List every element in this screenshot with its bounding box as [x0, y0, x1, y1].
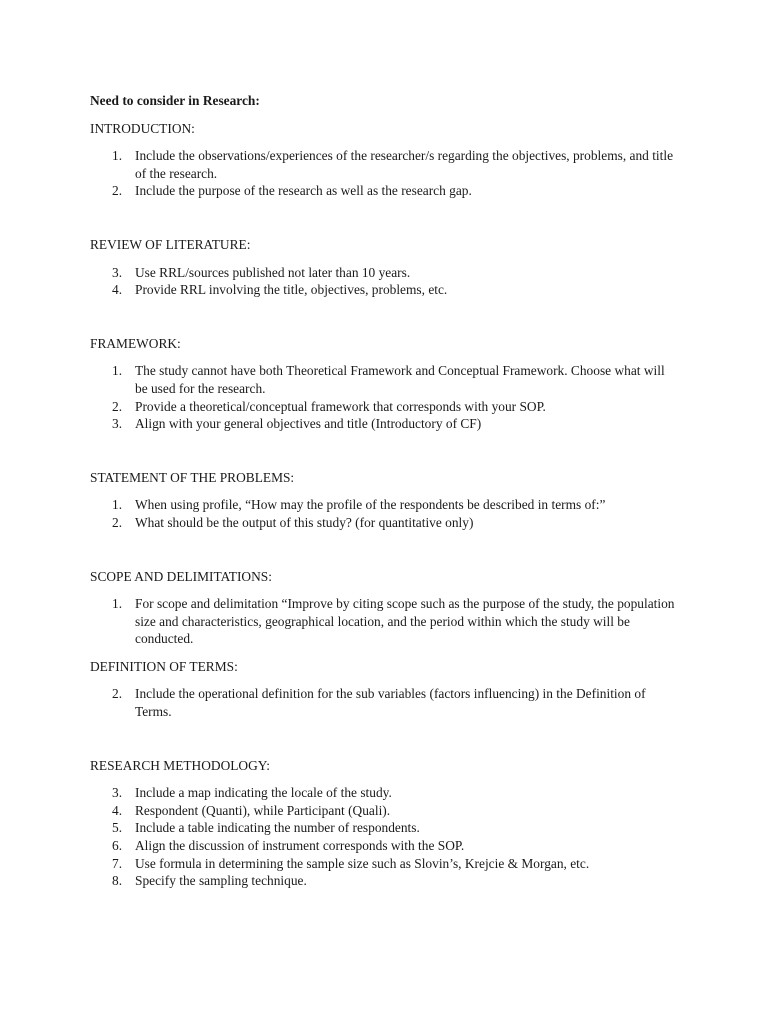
list-introduction	[90, 147, 680, 200]
spacer	[90, 299, 680, 335]
list-item-text: Include the observations/experiences of the researcher/s regarding the objectives, problems, and title of the research.	[135, 148, 674, 181]
section-heading-statement-of-the-problems: STATEMENT OF THE PROBLEMS:	[90, 469, 295, 485]
list-item	[90, 514, 680, 532]
list-item	[90, 855, 680, 873]
list-number: 1.	[112, 363, 123, 379]
list-number: 1.	[112, 148, 123, 164]
list-item-text: Respondent (Quanti), while Participant (Quali).	[135, 802, 391, 818]
list-scope-and-delimitations	[90, 595, 680, 648]
list-item-text: Align the discussion of instrument corresponds with the SOP.	[135, 838, 465, 854]
spacer	[90, 200, 680, 236]
section-heading-review-of-literature: REVIEW OF LITERATURE:	[90, 236, 251, 252]
list-item-text: Include a table indicating the number of respondents.	[135, 820, 420, 836]
list-item	[90, 147, 680, 182]
list-number: 1.	[112, 497, 123, 513]
list-item	[90, 182, 680, 200]
document-page	[90, 92, 680, 890]
spacer	[90, 433, 680, 469]
spacer	[90, 721, 680, 757]
list-item	[90, 685, 680, 720]
list-item	[90, 415, 680, 433]
spacer	[90, 532, 680, 568]
list-item-text: Include the operational definition for the sub variables (factors influencing) in the Definition of Terms.	[135, 686, 646, 720]
document-title: Need to consider in Research:	[90, 93, 260, 108]
list-item	[90, 837, 680, 855]
list-item-text: For scope and delimitation “Improve by citing scope such as the purpose of the study, the population size and characteristics, geographical location, and the period within which the study will be conducted.	[135, 596, 675, 647]
list-research-methodology	[90, 784, 680, 890]
list-item-text: What should be the output of this study? (for quantitative only)	[135, 514, 474, 530]
list-item-text: Include the purpose of the research as well as the research gap.	[135, 183, 472, 199]
list-number: 3.	[112, 416, 123, 432]
list-number: 2.	[112, 686, 123, 702]
list-number: 1.	[112, 596, 123, 612]
list-number: 2.	[112, 398, 123, 414]
list-number: 4.	[112, 802, 123, 818]
section-heading-scope-and-delimitations: SCOPE AND DELIMITATIONS:	[90, 568, 272, 584]
list-item	[90, 802, 680, 820]
list-review-of-literature	[90, 264, 680, 299]
list-item-text: Specify the sampling technique.	[135, 873, 307, 889]
list-item	[90, 784, 680, 802]
list-item	[90, 398, 680, 416]
list-item-text: Use formula in determining the sample size such as Slovin’s, Krejcie & Morgan, etc.	[135, 855, 590, 871]
list-item	[90, 496, 680, 514]
list-number: 5.	[112, 820, 123, 836]
list-statement-of-the-problems	[90, 496, 680, 531]
section-heading-research-methodology: RESEARCH METHODOLOGY:	[90, 757, 270, 773]
list-number: 4.	[112, 282, 123, 298]
section-heading-framework: FRAMEWORK:	[90, 335, 181, 351]
list-item-text: Include a map indicating the locale of the study.	[135, 785, 392, 801]
list-number: 8.	[112, 873, 123, 889]
section-heading-definition-of-terms: DEFINITION OF TERMS:	[90, 658, 238, 674]
list-number: 6.	[112, 838, 123, 854]
list-number: 2.	[112, 183, 123, 199]
list-item	[90, 595, 680, 648]
list-number: 2.	[112, 514, 123, 530]
spacer	[90, 648, 680, 658]
list-item-text: Provide a theoretical/conceptual framework that corresponds with your SOP.	[135, 398, 546, 414]
list-item	[90, 819, 680, 837]
list-number: 3.	[112, 785, 123, 801]
list-item	[90, 872, 680, 890]
list-item-text: When using profile, “How may the profile of the respondents be described in terms of:”	[135, 497, 606, 513]
list-item	[90, 362, 680, 397]
list-number: 7.	[112, 855, 123, 871]
list-item-text: The study cannot have both Theoretical Framework and Conceptual Framework. Choose what will be used for the research.	[135, 363, 665, 396]
list-framework	[90, 362, 680, 432]
list-number: 3.	[112, 264, 123, 280]
list-definition-of-terms	[90, 685, 680, 720]
list-item-text: Provide RRL involving the title, objectives, problems, etc.	[135, 282, 448, 298]
section-heading-introduction: INTRODUCTION:	[90, 120, 195, 136]
list-item	[90, 264, 680, 282]
list-item	[90, 281, 680, 299]
list-item-text: Align with your general objectives and title (Introductory of CF)	[135, 416, 482, 432]
list-item-text: Use RRL/sources published not later than 10 years.	[135, 264, 411, 280]
